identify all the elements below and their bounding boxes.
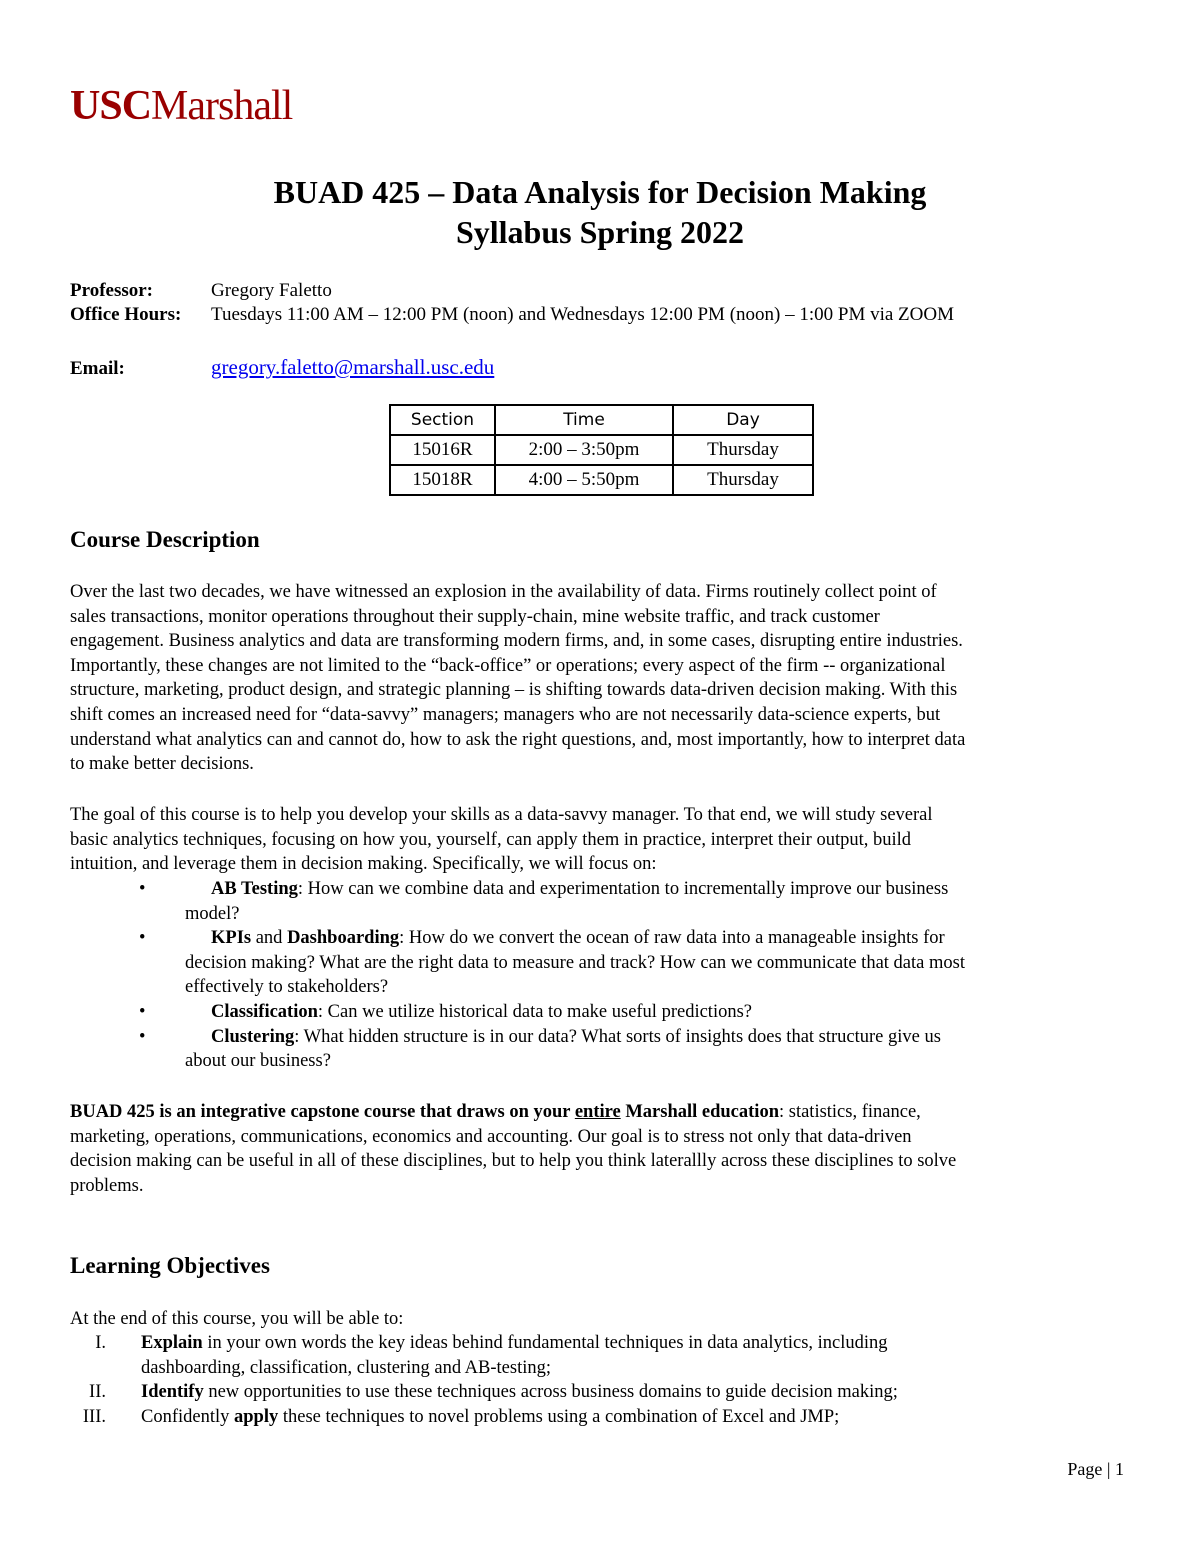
- professor-label: Professor:: [70, 280, 154, 301]
- bold-text-run: KPIs: [211, 928, 252, 949]
- document-subtitle: Syllabus Spring 2022: [455, 214, 745, 250]
- bullet-icon: •: [139, 928, 146, 949]
- text-run: : How can we combine data and experimentation to incrementally improve our business: [297, 879, 949, 899]
- bold-text-run: Identify: [141, 1382, 204, 1403]
- day-cell: Thursday: [673, 465, 813, 495]
- paragraph-line: Importantly, these changes are not limited to the “back-office” or operations; every aspect of the firm -- organizational: [70, 655, 946, 676]
- header-section: Section: [390, 405, 495, 435]
- time-cell: 2:00 – 3:50pm: [495, 435, 673, 465]
- list-item: [141, 1331, 888, 1356]
- section-cell: 15016R: [390, 435, 495, 465]
- text-run: : statistics, finance,: [778, 1102, 921, 1122]
- table-row: [390, 435, 813, 465]
- professor-name: Gregory Faletto: [211, 280, 332, 301]
- paragraph-line: decision making can be useful in all of these disciplines, but to help you think laterallly across these disciplines to solve: [70, 1151, 957, 1172]
- text-run: new opportunities to use these techniques across business domains to guide decision making;: [203, 1382, 898, 1403]
- paragraph-line: engagement. Business analytics and data are transforming modern firms, and, in some cases, disrupting entire industries.: [70, 631, 963, 652]
- list-item: [211, 926, 945, 951]
- paragraph-line: to make better decisions.: [70, 754, 254, 775]
- bold-text-run: AB Testing: [211, 879, 298, 899]
- document-title: BUAD 425 – Data Analysis for Decision Making: [273, 174, 927, 210]
- list-item-continuation: dashboarding, classification, clustering and AB-testing;: [141, 1357, 551, 1378]
- table-row: [390, 465, 813, 495]
- bold-text-run: Classification: [211, 1002, 318, 1022]
- header-time: Time: [495, 405, 673, 435]
- capstone-paragraph: [70, 1100, 956, 1198]
- paragraph-line: The goal of this course is to help you develop your skills as a data-savvy manager. To that end, we will study several: [70, 805, 933, 825]
- schedule-table: [389, 404, 814, 496]
- email-label: Email:: [70, 358, 125, 379]
- list-item-continuation: decision making? What are the right data to measure and track? How can we communicate that data most: [185, 952, 965, 973]
- email-link[interactable]: gregory.faletto@marshall.usc.edu: [211, 355, 495, 379]
- paragraph-line: sales transactions, monitor operations throughout their supply-chain, mine website traffic, and track customer: [70, 606, 880, 627]
- paragraph-line: [70, 1100, 956, 1125]
- time-cell: 4:00 – 5:50pm: [495, 465, 673, 495]
- office-hours-label: Office Hours:: [70, 304, 182, 325]
- paragraph-line: Over the last two decades, we have witnessed an explosion in the availability of data. Firms routinely collect point of: [70, 582, 937, 602]
- section-cell: 15018R: [390, 465, 495, 495]
- course-description-paragraph-2: [70, 803, 933, 877]
- page-number: Page | 1: [1067, 1459, 1124, 1479]
- office-hours-value: Tuesdays 11:00 AM – 12:00 PM (noon) and Wednesdays 12:00 PM (noon) – 1:00 PM via ZOOM: [211, 304, 955, 325]
- bold-text-run: apply: [234, 1406, 279, 1427]
- list-item: [211, 877, 948, 902]
- list-item-continuation: effectively to stakeholders?: [185, 977, 389, 998]
- list-item-continuation: model?: [185, 903, 240, 924]
- paragraph-line: understand what analytics can and cannot do, how to ask the right questions, and, most importantly, how to interpret data: [70, 729, 966, 750]
- usc-marshall-logo: USCMarshall: [70, 83, 293, 129]
- list-number: I.: [95, 1333, 106, 1353]
- bold-text-run: entire: [574, 1102, 621, 1122]
- paragraph-line: basic analytics techniques, focusing on how you, yourself, can apply them in practice, interpret their output, build: [70, 829, 912, 850]
- text-run: : How do we convert the ocean of raw data into a manageable insights for: [399, 928, 945, 949]
- list-item: [141, 1380, 898, 1405]
- text-run: Confidently: [141, 1406, 235, 1427]
- header-day: Day: [673, 405, 813, 435]
- list-number: II.: [89, 1382, 106, 1403]
- text-run: in your own words the key ideas behind fundamental techniques in data analytics, including: [202, 1333, 888, 1353]
- text-run: and: [251, 928, 288, 949]
- list-item: [141, 1405, 839, 1430]
- bold-text-run: Explain: [141, 1333, 203, 1353]
- learning-objectives-heading: Learning Objectives: [70, 1253, 270, 1278]
- paragraph-line: shift comes an increased need for “data-savvy” managers; managers who are not necessarily data-science experts, but: [70, 704, 941, 725]
- course-description-paragraph-1: [70, 580, 965, 777]
- paragraph-line: problems.: [70, 1175, 144, 1196]
- bullet-icon: •: [139, 879, 146, 899]
- paragraph-line: intuition, and leverage them in decision making. Specifically, we will focus on:: [70, 854, 657, 875]
- bullet-icon: •: [139, 1002, 146, 1022]
- text-run: these techniques to novel problems using a combination of Excel and JMP;: [278, 1406, 840, 1427]
- text-run: : What hidden structure is in our data? What sorts of insights does that structure give us: [294, 1026, 941, 1047]
- learning-objectives-intro: At the end of this course, you will be able to:: [70, 1309, 404, 1329]
- bullet-icon: •: [139, 1026, 146, 1047]
- bold-text-run: BUAD 425 is an integrative capstone course that draws on your: [70, 1102, 575, 1122]
- bold-text-run: Dashboarding: [287, 928, 400, 949]
- course-description-heading: Course Description: [70, 527, 260, 552]
- list-item: [211, 1000, 752, 1025]
- table-header-row: [390, 405, 813, 435]
- day-cell: Thursday: [673, 435, 813, 465]
- paragraph-line: marketing, operations, communications, economics and accounting. Our goal is to stress not only that data-driven: [70, 1126, 912, 1147]
- bold-text-run: Clustering: [211, 1026, 295, 1047]
- bold-text-run: Marshall education: [620, 1102, 779, 1122]
- list-item-continuation: about our business?: [185, 1051, 331, 1072]
- paragraph-line: structure, marketing, product design, and strategic planning – is shifting towards data-driven decision making. With this: [70, 680, 958, 701]
- text-run: : Can we utilize historical data to make useful predictions?: [317, 1002, 752, 1022]
- list-item: [211, 1025, 941, 1050]
- list-number: III.: [82, 1406, 106, 1427]
